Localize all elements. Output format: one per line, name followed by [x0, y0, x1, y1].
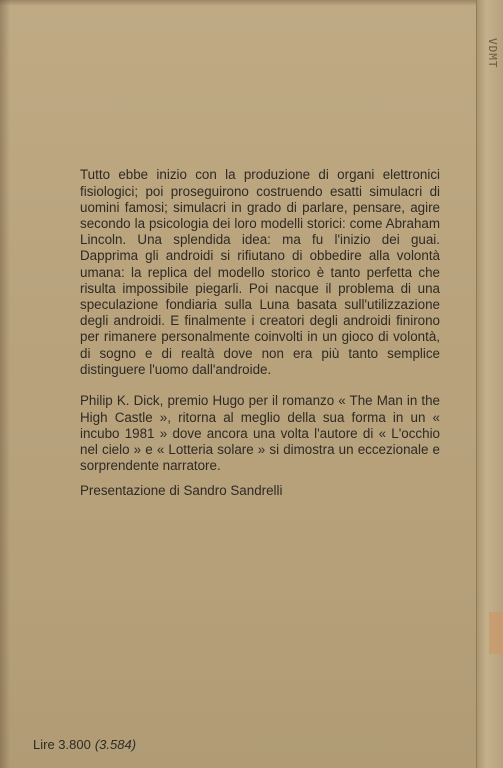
- book-spine: [476, 0, 503, 768]
- blurb-paragraph-plot: Tutto ebbe inizio con la produzione di organi elettronici fisiologici; poi proseguirono costruendo esatti simulacri di uomini famosi; simulacri in grado di parlare, pensare, agire secondo la psicologia dei loro modelli storici: come Abraham Lincoln. Una splendida idea: ma fu l'inizio dei guai. Dapprima gli androidi si rifiutano di obbedire alla volontà umana: la replica del modello storico è tanto perfetta che risulta impossibile piegarli. Poi nacque il problema di una speculazione fondiaria sulla Luna basata sull'utilizzazione degli androidi. E finalmente i creatori degli androidi finirono per rimanere personalmente coinvolti in un gioco di volontà, di sogno e di realtà dove non era più tanto semplice distinguere l'uomo dall'androide.: [80, 167, 440, 377]
- spine-code: VDMT: [486, 38, 499, 69]
- blurb-presentation-credit: Presentazione di Sandro Sandrelli: [80, 483, 283, 499]
- left-edge-shadow: [0, 0, 10, 768]
- spine-sticker: [489, 612, 503, 654]
- price-alt: (3.584): [94, 737, 137, 752]
- top-edge-shadow: [0, 0, 503, 6]
- blurb-paragraph-author: Philip K. Dick, premio Hugo per il romanzo « The Man in the High Castle », ritorna al meglio della sua forma in un « incubo 1981 » dove ancora una volta l'autore di « L'occhio nel cielo » e « Lotteria solare » si dimostra un eccezionale e sorprendente narratore.: [80, 393, 440, 474]
- price-label: [33, 737, 136, 752]
- price-lire: Lire 3.800: [33, 737, 91, 752]
